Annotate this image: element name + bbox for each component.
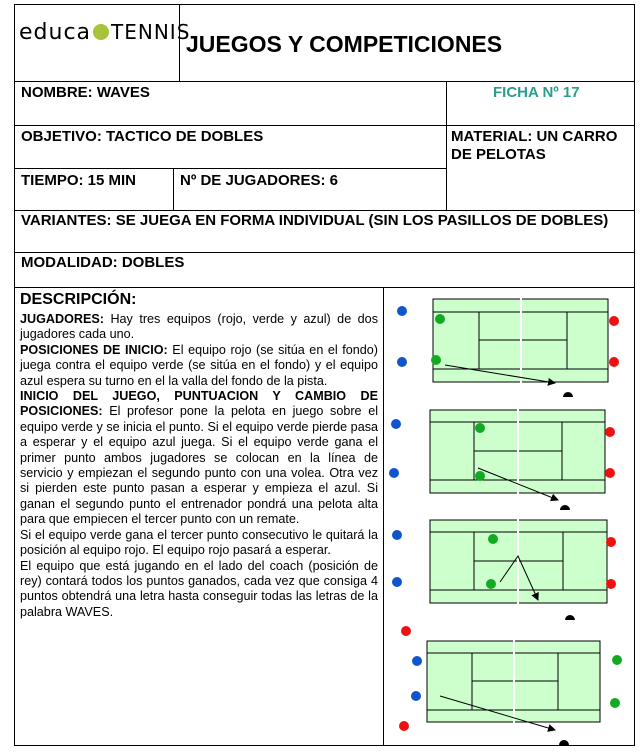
player-red — [606, 537, 616, 547]
court-diagram-4 — [399, 626, 622, 745]
player-green — [612, 655, 622, 665]
player-green — [475, 471, 485, 481]
jugadores-text: Hay tres equipos (rojo, verde y azul) de dos jugadores cada uno. — [20, 312, 378, 342]
coach-icon — [563, 392, 573, 397]
inicio-heading: INICIO DEL JUEGO, PUNTUACION Y CAMBIO DE POSICIONES: — [20, 389, 378, 419]
variantes-label: VARIANTES: SE JUEGA EN FORMA INDIVIDUAL (SIN LOS PASILLOS DE DOBLES) — [21, 212, 609, 229]
descripcion-heading: DESCRIPCIÓN: — [20, 291, 137, 308]
jugadores-heading: JUGADORES: — [20, 312, 104, 326]
ficha-number: FICHA Nº 17 — [493, 84, 580, 101]
player-blue — [391, 419, 401, 429]
player-green — [435, 314, 445, 324]
player-blue — [397, 306, 407, 316]
page-title: JUEGOS Y COMPETICIONES — [186, 31, 503, 57]
player-green — [475, 423, 485, 433]
inicio-text: El profesor pone la pelota en juego sobre el equipo verde y se inicia el punto. Si el equipo verde pierde pasa a esperar y el equipo azul juega. Si el equipo verde gana el primer punto ambos jugadores se colocan en la línea de servicio y empiezan el segundo punto con una volea. Otra vez si pierden este punto pasan a esperar y empieza el azul. Si ganan el segundo punto el entrenador pondrá una pelota alta para que empiecen el tercer punto con un remate. — [20, 404, 378, 527]
court-diagram-3 — [392, 516, 616, 620]
jugadores-label: Nº DE JUGADORES: 6 — [180, 172, 339, 189]
logo-text-right: TENNIS — [111, 20, 191, 44]
coach-icon — [559, 740, 569, 745]
player-green — [486, 579, 496, 589]
player-red — [605, 468, 615, 478]
court-diagram-2 — [389, 406, 615, 510]
player-blue — [392, 530, 402, 540]
objetivo-label: OBJETIVO: TACTICO DE DOBLES — [21, 128, 264, 145]
player-red — [605, 427, 615, 437]
coach-icon — [565, 615, 575, 620]
court-diagram-1 — [397, 296, 619, 397]
player-red — [609, 357, 619, 367]
paragraph-cambio: Si el equipo verde gana el tercer punto consecutivo le quitará la posición al equipo rojo. El equipo rojo pasará a esperar. — [20, 527, 378, 558]
player-red — [609, 316, 619, 326]
tiempo-label: TIEMPO: 15 MIN — [21, 172, 137, 189]
posiciones-heading: POSICIONES DE INICIO: — [20, 342, 168, 357]
player-blue — [412, 656, 422, 666]
player-red — [606, 579, 616, 589]
material-label: MATERIAL: UN CARRO DE PELOTAS — [451, 128, 618, 163]
player-blue — [397, 357, 407, 367]
coach-icon — [560, 505, 570, 510]
player-red — [399, 721, 409, 731]
player-red — [401, 626, 411, 636]
paragraph-puntuacion: El equipo que está jugando en el lado del coach (posición de rey) contará todos los puntos ganados, cada vez que consiga 4 puntos obtendrá una letra hasta conseguir todas las letras de la palabra WAVES. — [20, 558, 378, 619]
player-blue — [411, 691, 421, 701]
player-green — [488, 534, 498, 544]
player-blue — [389, 468, 399, 478]
player-green — [431, 355, 441, 365]
posiciones-text: El equipo rojo (se sitúa en el fondo) juega contra el equipo verde (se sitúa en el fondo) y el equipo azul espera su turno en el la valla del fondo de la pista. — [20, 342, 378, 388]
logo-text-left: educa — [19, 20, 92, 45]
player-blue — [392, 577, 402, 587]
player-green — [610, 698, 620, 708]
modalidad-label: MODALIDAD: DOBLES — [21, 254, 185, 271]
nombre-label: NOMBRE: WAVES — [21, 84, 150, 101]
